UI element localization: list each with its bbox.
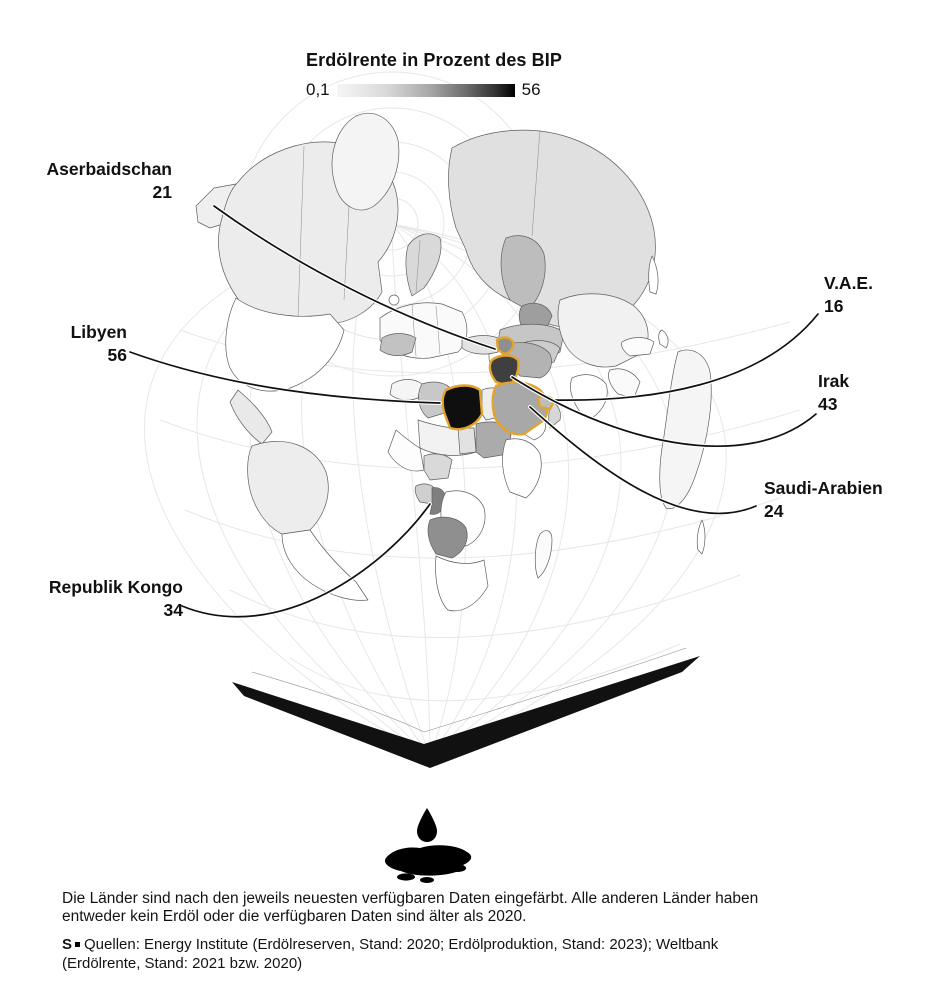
country-china xyxy=(558,294,648,367)
country-spain xyxy=(380,334,416,356)
footnote-line1: Die Länder sind nach den jeweils neuesten verfügbaren Daten eingefärbt. Alle anderen Länder haben xyxy=(62,890,759,907)
footnote xyxy=(62,890,914,926)
country-name: Saudi-Arabien xyxy=(764,478,883,498)
country-value: 56 xyxy=(107,345,127,365)
region-south-america-north xyxy=(248,441,329,534)
country-new-zealand xyxy=(697,520,705,554)
antarctica-band xyxy=(232,656,700,768)
spiegel-logo: S xyxy=(62,936,73,953)
oil-splatter-icon xyxy=(397,873,415,880)
country-angola xyxy=(428,517,467,558)
oil-drop-icon xyxy=(417,808,437,842)
country-name: Libyen xyxy=(70,322,127,342)
region-west-africa xyxy=(388,430,424,471)
legend xyxy=(306,80,541,100)
callout-label-saudi-arabien xyxy=(764,477,883,523)
country-name: Aserbaidschan xyxy=(46,159,172,179)
source-text-line1: Quellen: Energy Institute (Erdölreserven, Stand: 2020; Erdölproduktion, Stand: 2023); Weltbank xyxy=(84,936,719,953)
country-nigeria xyxy=(424,454,452,480)
country-morocco xyxy=(390,380,422,401)
callout-label-libyen xyxy=(71,321,127,367)
country-uk xyxy=(389,295,399,305)
oil-spill-icon xyxy=(385,808,471,883)
oil-splatter-icon xyxy=(420,877,434,883)
country-value: 43 xyxy=(818,394,838,414)
region-philippines xyxy=(659,330,668,348)
country-japan xyxy=(649,256,658,294)
country-name: Republik Kongo xyxy=(48,577,183,597)
spiegel-logo-square xyxy=(75,942,80,947)
country-libyen xyxy=(443,386,482,430)
country-name: Irak xyxy=(818,371,850,391)
callout-label-republik-kongo xyxy=(49,576,183,622)
country-value: 21 xyxy=(152,182,172,202)
footnote-line2: entweder kein Erdöl oder die verfügbaren Daten sind älter als 2020. xyxy=(62,908,527,925)
legend-min-label: 0,1 xyxy=(306,80,330,99)
source-text-line2: (Erdölrente, Stand: 2021 bzw. 2020) xyxy=(62,954,303,972)
country-aserbaidschan xyxy=(497,338,513,354)
country-russia xyxy=(449,130,656,327)
country-name: V.A.E. xyxy=(824,273,873,293)
region-indonesia xyxy=(621,338,654,357)
country-value: 24 xyxy=(764,501,784,521)
region-southern-africa xyxy=(436,556,489,611)
region-east-africa xyxy=(503,439,542,498)
legend-gradient-bar xyxy=(337,84,515,97)
region-se-asia xyxy=(608,369,640,398)
country-value: 16 xyxy=(824,296,844,316)
callout-label-aserbaidschan xyxy=(47,158,172,204)
country-mexico xyxy=(230,390,272,444)
legend-max-label: 56 xyxy=(521,80,541,99)
region-south-america-south xyxy=(282,530,368,600)
country-value: 34 xyxy=(163,600,183,620)
source-line xyxy=(62,936,914,973)
country-madagascar xyxy=(535,531,552,578)
callout-label-vae xyxy=(824,272,873,318)
callout-label-irak xyxy=(818,370,849,416)
oil-puddle-icon xyxy=(385,845,471,875)
country-chad xyxy=(458,428,476,454)
country-australia xyxy=(660,350,712,509)
country-norway xyxy=(406,234,441,296)
legend-title: Erdölrente in Prozent des BIP xyxy=(306,50,562,70)
